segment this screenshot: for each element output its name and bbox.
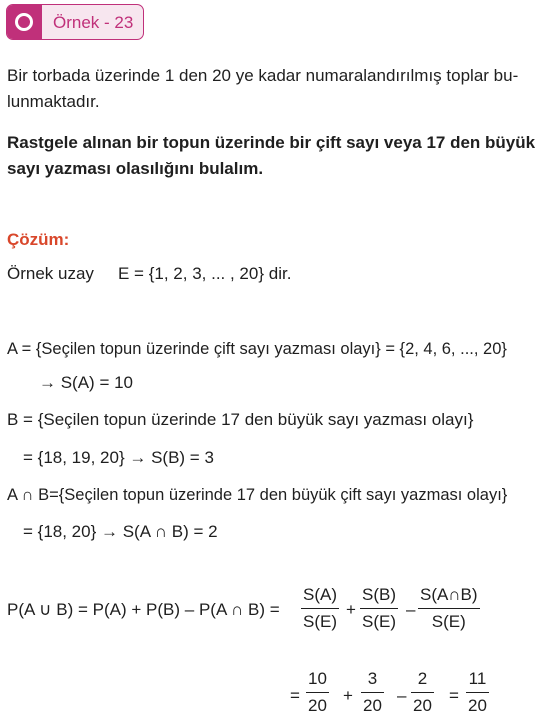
equals-sign: = bbox=[290, 686, 300, 705]
solution-title: Çözüm: bbox=[7, 230, 70, 249]
fraction-sb-denominator: S(E) bbox=[362, 612, 396, 632]
example-label: Örnek - 23 bbox=[53, 13, 134, 32]
event-ab-set: = {18, 20} → S(A ∩ B) = 2 bbox=[23, 522, 218, 541]
fraction-denominator: 20 bbox=[413, 696, 432, 716]
sample-space-label: Örnek uzay bbox=[7, 264, 94, 283]
event-b-set: = {18, 19, 20} → S(B) = 3 bbox=[23, 448, 214, 467]
problem-line-2: lunmaktadır. bbox=[7, 92, 100, 111]
fraction-3-20 bbox=[361, 669, 384, 716]
event-a-definition: A = {Seçilen topun üzerinde çift sayı yazması olayı} = {2, 4, 6, ..., 20} bbox=[7, 340, 507, 358]
fraction-sab-se bbox=[418, 585, 480, 632]
problem-line-1: Bir torbada üzerinde 1 den 20 ye kadar numaralandırılmış toplar bu- bbox=[7, 66, 519, 85]
fraction-denominator: 20 bbox=[308, 696, 327, 716]
fraction-sa-denominator: S(E) bbox=[303, 612, 337, 632]
minus-sign: – bbox=[397, 686, 407, 705]
sample-space-set: E = {1, 2, 3, ... , 20} dir. bbox=[118, 264, 292, 283]
fraction-sb-se bbox=[360, 585, 398, 632]
event-ab-definition: A ∩ B={Seçilen topun üzerinde 17 den büyük çift sayı yazması olayı} bbox=[7, 486, 508, 504]
plus-sign: + bbox=[346, 600, 356, 619]
fraction-sb-numerator: S(B) bbox=[362, 585, 396, 604]
fraction-10-20 bbox=[306, 669, 329, 716]
fraction-sa-se bbox=[301, 585, 339, 632]
fraction-2-20 bbox=[411, 669, 434, 716]
event-a-count: → S(A) = 10 bbox=[39, 373, 134, 392]
fraction-sab-numerator: S(A∩B) bbox=[420, 585, 478, 604]
circle-ring-icon bbox=[13, 11, 35, 33]
result-numerator: 11 bbox=[468, 669, 487, 688]
fraction-result bbox=[466, 669, 489, 716]
plus-sign: + bbox=[343, 686, 353, 705]
fraction-sa-numerator: S(A) bbox=[303, 585, 337, 604]
minus-sign: – bbox=[406, 600, 416, 619]
problem-bold-line-2: sayı yazması olasılığını bulalım. bbox=[7, 159, 264, 178]
example-badge bbox=[6, 4, 144, 40]
fraction-numerator: 3 bbox=[367, 669, 378, 688]
result-denominator: 20 bbox=[468, 696, 487, 716]
badge-icon-box bbox=[6, 4, 42, 40]
fraction-numerator: 2 bbox=[417, 669, 428, 688]
event-b-definition: B = {Seçilen topun üzerinde 17 den büyük sayı yazması olayı} bbox=[7, 410, 474, 429]
fraction-sab-denominator: S(E) bbox=[431, 612, 466, 632]
problem-bold-line-1: Rastgele alınan bir topun üzerinde bir çift sayı veya 17 den büyük bbox=[7, 133, 536, 152]
union-formula-left: P(A ∪ B) = P(A) + P(B) – P(A ∩ B) = bbox=[7, 600, 280, 619]
fraction-denominator: 20 bbox=[363, 696, 382, 716]
equals-sign: = bbox=[449, 686, 459, 705]
fraction-numerator: 10 bbox=[308, 669, 327, 688]
